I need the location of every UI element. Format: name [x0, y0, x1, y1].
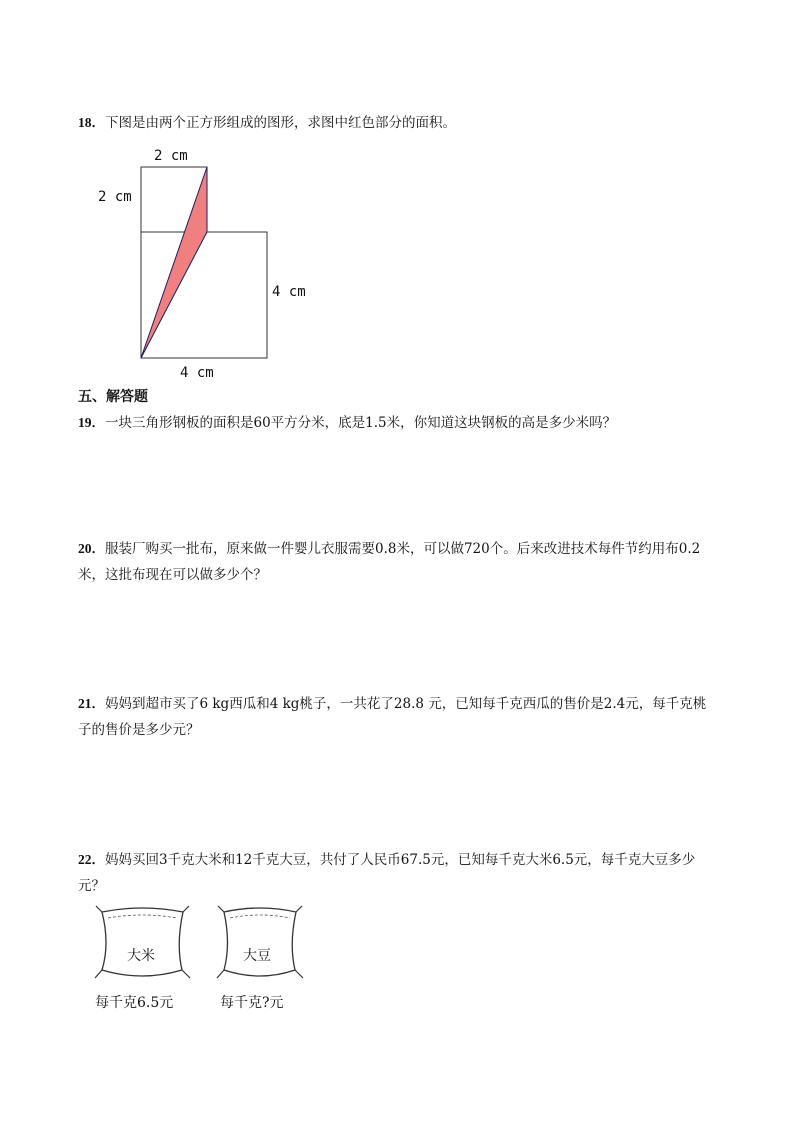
soybean-price-caption: 每千克?元 [220, 995, 284, 1011]
question-18 [78, 110, 718, 136]
top-dimension-label: 2 cm [154, 148, 188, 164]
soybean-bag [217, 906, 303, 1011]
question-text: 服装厂购买一批布，原来做一件婴儿衣服需要0.8米，可以做720个。后来改进技术每件节约用布0.2米，这批布现在可以做多少个？ [78, 541, 701, 583]
soybean-bag-outline [224, 908, 296, 976]
question-text: 妈妈买回3千克大米和12千克大豆，共付了人民币67.5元，已知每千克大米6.5元，每千克大豆多少元？ [78, 852, 696, 894]
right-dimension-label: 4 cm [272, 284, 306, 300]
section-title: 五、解答题 [78, 389, 148, 405]
rice-bag-label: 大米 [127, 948, 155, 964]
question-text: 一块三角形钢板的面积是60平方分米，底是1.5米，你知道这块钢板的高是多少米吗？ [105, 415, 617, 431]
question-21 [78, 691, 718, 743]
question-number: 20． [78, 541, 105, 556]
left-dimension-label: 2 cm [98, 189, 132, 205]
question-22 [78, 847, 718, 899]
rice-bag [95, 906, 190, 1011]
soybean-bag-label: 大豆 [243, 948, 271, 964]
question-20 [78, 536, 718, 588]
large-square [141, 232, 267, 358]
bags-figure [90, 900, 320, 1020]
question-number: 22． [78, 852, 105, 867]
question-text: 下图是由两个正方形组成的图形，求图中红色部分的面积。 [105, 115, 456, 131]
question-text: 妈妈到超市买了6 kg西瓜和4 kg桃子，一共花了28.8 元，已知每千克西瓜的售价是2.4元，每千克桃子的售价是多少元？ [78, 696, 707, 738]
rice-price-caption: 每千克6.5元 [95, 995, 174, 1011]
rice-bag-outline [102, 908, 183, 976]
question-19 [78, 410, 718, 436]
question-number: 19． [78, 415, 105, 430]
red-triangle [141, 167, 207, 358]
question-number: 21． [78, 696, 105, 711]
bottom-dimension-label: 4 cm [180, 365, 214, 381]
question-number: 18． [78, 115, 105, 130]
squares-figure [90, 140, 330, 385]
